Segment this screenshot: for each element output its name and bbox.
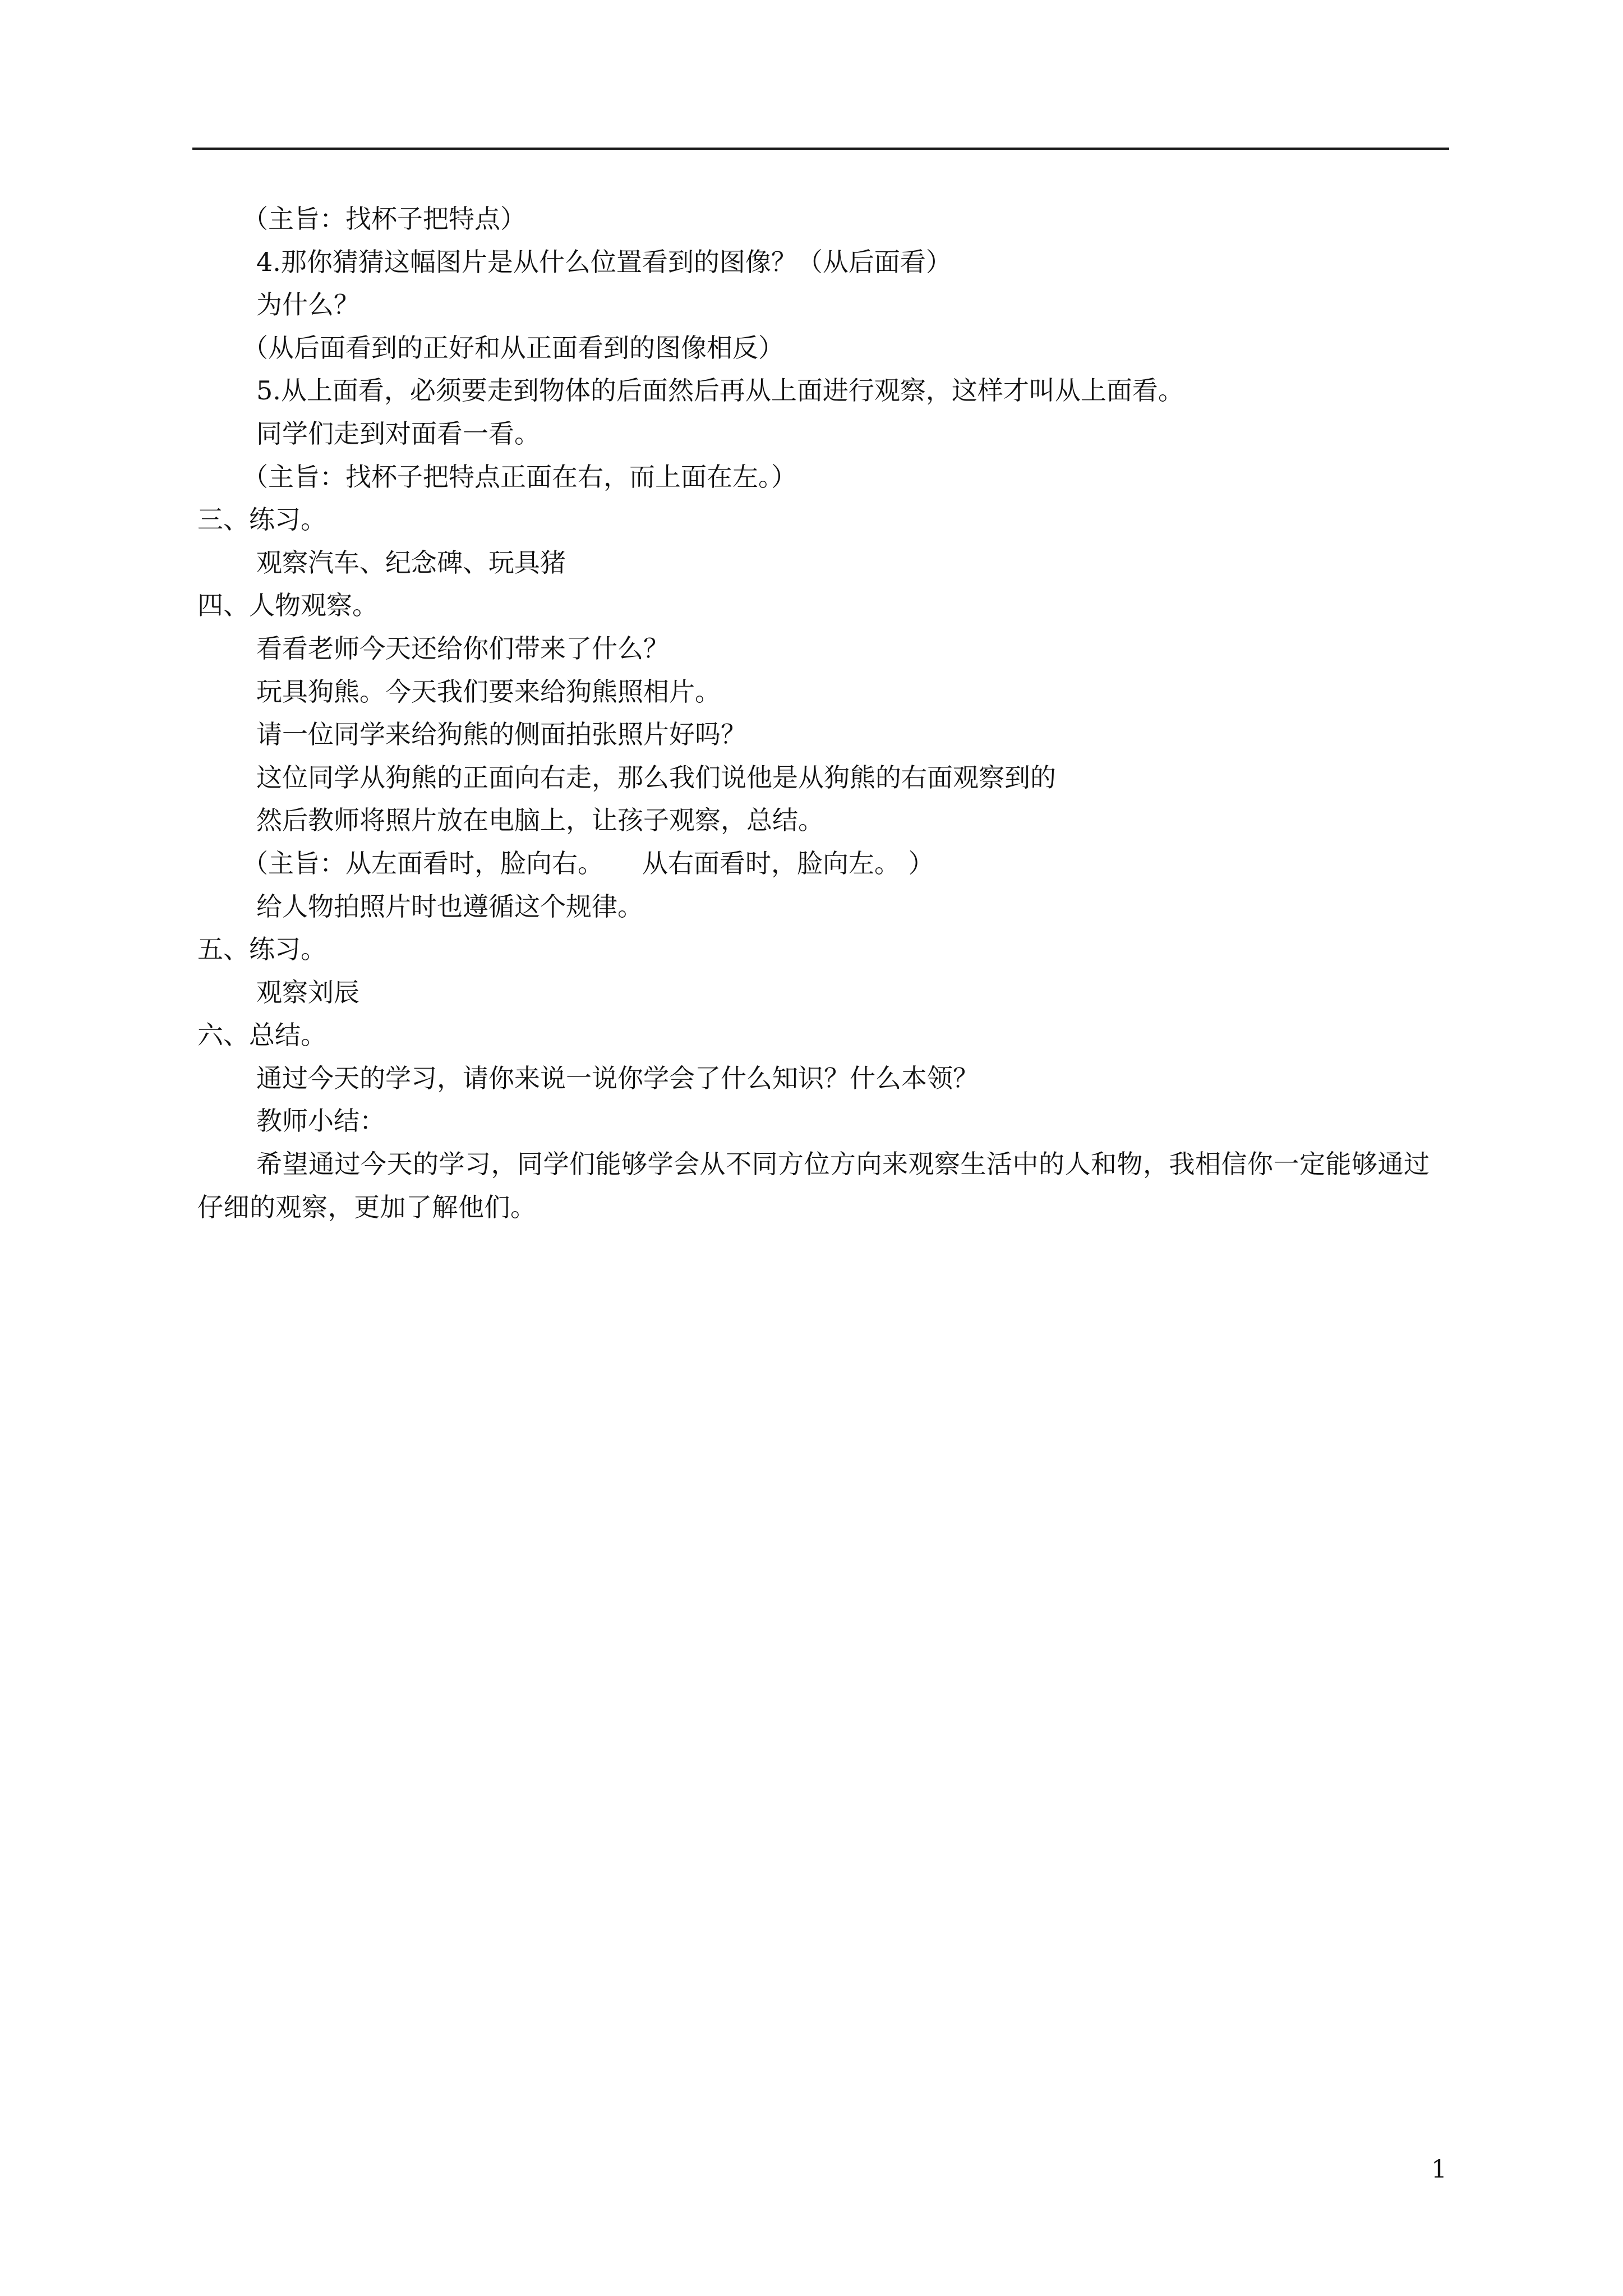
text-line: 请一位同学来给狗熊的侧面拍张照片好吗？ [256, 719, 746, 750]
text-line: 观察刘辰 [256, 977, 359, 1007]
text-line: （主旨：找杯子把特点） [242, 204, 526, 234]
text-line: 通过今天的学习，请你来说一说你学会了什么知识？什么本领？ [256, 1062, 979, 1093]
text-line: 玩具狗熊。今天我们要来给狗熊照相片。 [256, 676, 721, 707]
section-heading: 六、总结。 [197, 1020, 326, 1051]
text-line: 同学们走到对面看一看。 [256, 418, 540, 449]
text-line: 4.那你猜猜这幅图片是从什么位置看到的图像？（从后面看） [256, 246, 952, 277]
text-line: 教师小结： [256, 1106, 385, 1137]
section-heading: 四、人物观察。 [197, 590, 378, 621]
document-body [197, 197, 1454, 1228]
closing-paragraph: 希望通过今天的学习，同学们能够学会从不同方位方向来观察生活中的人和物，我相信你一定能够通过仔细的观察，更加了解他们。 [197, 1149, 1430, 1222]
text-line: 然后教师将照片放在电脑上，让孩子观察，总结。 [256, 805, 824, 836]
text-line: （主旨：找杯子把特点正面在右，而上面在左。） [242, 461, 797, 492]
header-rule [192, 148, 1449, 150]
text-line: 观察汽车、纪念碑、玩具猪 [256, 547, 566, 578]
text-line: （从后面看到的正好和从正面看到的图像相反） [242, 332, 784, 363]
text-line: （主旨：从左面看时，脸向右。 从右面看时，脸向左。 ） [242, 848, 934, 878]
page-number: 1 [1431, 2155, 1447, 2184]
section-heading: 五、练习。 [197, 934, 326, 965]
text-line: 这位同学从狗熊的正面向右走，那么我们说他是从狗熊的右面观察到的 [256, 762, 1056, 793]
text-line: 5.从上面看，必须要走到物体的后面然后再从上面进行观察，这样才叫从上面看。 [256, 375, 1184, 406]
section-heading: 三、练习。 [197, 504, 326, 535]
text-line: 看看老师今天还给你们带来了什么？ [256, 633, 669, 664]
text-line: 给人物拍照片时也遵循这个规律。 [256, 891, 643, 922]
text-line: 为什么？ [256, 289, 359, 320]
